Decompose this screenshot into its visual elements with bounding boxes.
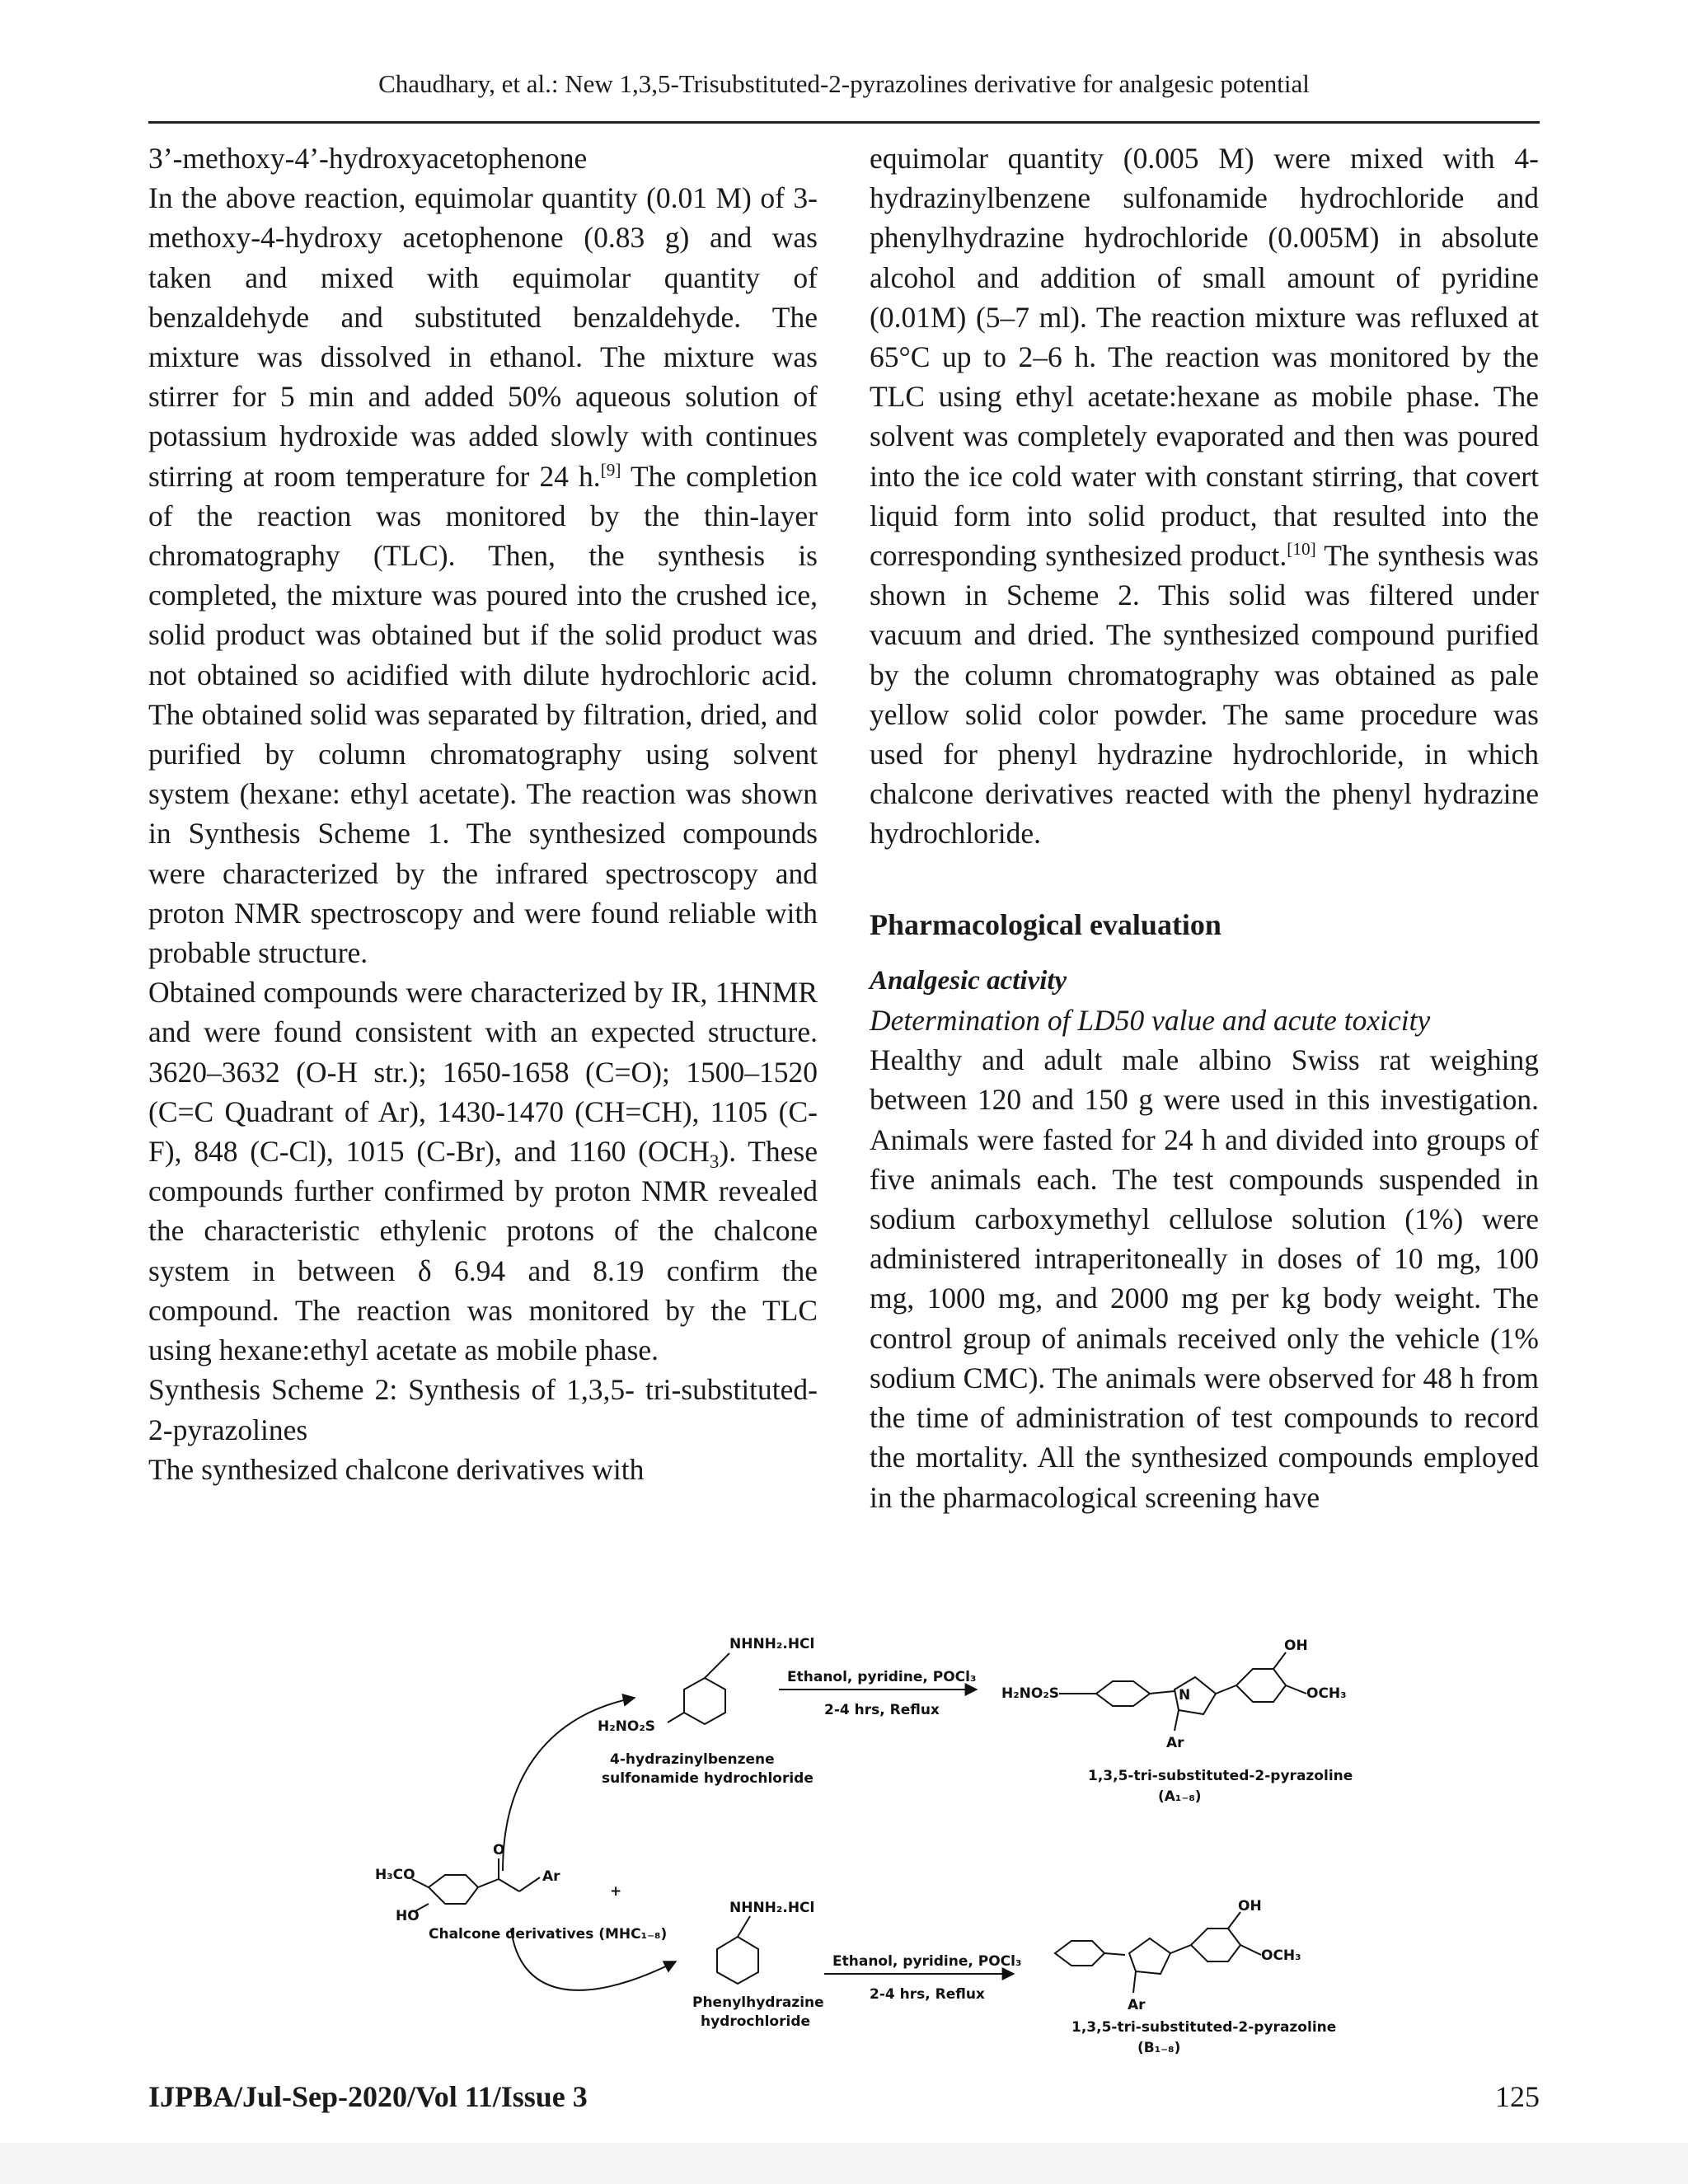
svg-text:H₃CO: H₃CO [375,1867,415,1883]
page-number: 125 [1495,2080,1540,2113]
svg-text:H₂NO₂S: H₂NO₂S [598,1718,656,1735]
svg-text:(B₁₋₈): (B₁₋₈) [1137,2040,1181,2056]
paragraph: Healthy and adult male albino Swiss rat weighing between 120 and 150 g were used in this investigation. Animals were fasted for 24 h and divided into groups of five animals each. The test compounds suspended in sodium carboxymethyl cellulose solution (1%) were administered intraperitoneally in doses of 10 mg, 100 mg, 1000 mg, and 2000 mg per kg body weight. The control group of animals received only the vehicle (1% sodium CMC). The animals were observed for 48 h from the time of administration of test compounds to record the mortality. All the synthesized compounds employed in the pharmacological screening have [870,1043,1539,1514]
svg-text:hydrochloride: hydrochloride [701,2013,811,2030]
benzene-ring [684,1678,725,1724]
scheme-caption: Synthesis Scheme 2: Synthesis of 1,3,5- tri-substituted-2-pyrazolines [148,1373,818,1446]
svg-text:Ethanol, pyridine, POCl₃: Ethanol, pyridine, POCl₃ [787,1669,977,1685]
running-header: Chaudhary, et al.: New 1,3,5-Trisubstituted-2-pyrazolines derivative for analgesic potential [378,69,1310,98]
journal-footer: IJPBA/Jul-Sep-2020/Vol 11/Issue 3 [148,2080,588,2113]
svg-text:N: N [1179,1687,1191,1704]
svg-text:1,3,5-tri-substituted-2-pyrazo: 1,3,5-tri-substituted-2-pyrazoline [1088,1768,1353,1784]
svg-text:OCH₃: OCH₃ [1261,1947,1301,1964]
page-bottom-band [0,2143,1688,2184]
header-rule [148,121,1540,124]
citation[interactable]: [9] [600,459,621,480]
benzene-ring [717,1937,758,1984]
benzene-ring [429,1875,478,1904]
paragraph: equimolar quantity (0.005 M) were mixed with 4-hydrazinylbenzene sulfonamide hydrochloride and phenylhydrazine hydrochloride (0.005M) in absolute alcohol and addition of small amount of pyridine (0.01M) (5–7 ml). The reaction mixture was refluxed at 65°C up to 2–6 h. The reaction was monitored by the TLC using ethyl acetate:hexane as mobile phase. The solvent was completely evaporated and then was poured into the ice cold water with constant stirring, that covert liquid form into solid product, that resulted into the corresponding synthesized product.[10] The synthesis was shown in Scheme 2. This solid was filtered under vacuum and dried. The synthesized compound purified by the column chromatography was obtained as pale yellow solid color powder. The same procedure was used for phenyl hydrazine hydrochloride, in which chalcone derivatives reacted with the phenyl hydrazine hydrochloride. [870,142,1539,851]
svg-text:(A₁₋₈): (A₁₋₈) [1158,1788,1202,1805]
svg-text:OH: OH [1284,1638,1308,1654]
svg-text:1,3,5-tri-substituted-2-pyrazo: 1,3,5-tri-substituted-2-pyrazoline [1071,2019,1337,2036]
benzene-ring [1096,1681,1150,1706]
svg-text:O: O [493,1842,505,1858]
pyrazoline-ring [1129,1938,1170,1974]
svg-text:OCH₃: OCH₃ [1306,1685,1347,1702]
svg-text:HO: HO [396,1908,420,1924]
svg-text:NHNH₂.HCl: NHNH₂.HCl [729,1900,815,1916]
svg-text:Chalcone derivatives (MHC₁₋₈): Chalcone derivatives (MHC₁₋₈) [429,1926,668,1943]
section-heading: Pharmacological evaluation [870,907,1221,941]
section-title: 3’-methoxy-4’-hydroxyacetophenone [148,142,588,175]
paragraph: Obtained compounds were characterized by IR, 1HNMR and were found consistent with an expected structure. 3620–3632 (O-H str.); 1650-1658 (C=O); 1500–1520 (C=C Quadrant of Ar), 1430-1470 (CH=CH), 1105 (C-F), 848 (C-Cl), 1015 (C-Br), and 1160 $(OCH_3)$. These compounds further confirmed by proton NMR revealed the characteristic ethylenic protons of the chalcone system in between δ 6.94 and 8.19 confirm the compound. The reaction was monitored by the TLC using hexane:ethyl acetate as mobile phase. [148,976,818,1367]
svg-text:sulfonamide hydrochloride: sulfonamide hydrochloride [602,1770,814,1787]
benzene-ring [1191,1929,1240,1961]
benzene-ring [1055,1941,1104,1966]
svg-text:+: + [610,1883,622,1900]
svg-text:Ar: Ar [1166,1735,1184,1751]
svg-text:4-hydrazinylbenzene: 4-hydrazinylbenzene [610,1751,775,1768]
svg-text:Ar: Ar [542,1868,560,1885]
svg-text:Ar: Ar [1128,1997,1146,2013]
subsection-heading: Analgesic activity [870,965,1067,996]
benzene-ring [1236,1669,1286,1702]
svg-text:NHNH₂.HCl: NHNH₂.HCl [729,1636,815,1652]
subsubsection-heading: Determination of LD50 value and acute toxicity [870,1004,1431,1038]
paragraph: The synthesized chalcone derivatives with [148,1452,645,1486]
left-column [148,138,818,1489]
svg-text:Phenylhydrazine: Phenylhydrazine [692,1994,824,2011]
svg-text:2-4 hrs, Reflux: 2-4 hrs, Reflux [824,1702,940,1718]
svg-text:H₂NO₂S: H₂NO₂S [1001,1685,1060,1702]
paragraph: In the above reaction, equimolar quantity (0.01 M) of 3-methoxy-4-hydroxy acetophenone (0.83 g) and was taken and mixed with equimolar quantity of benzaldehyde and substituted benzaldehyde. The mixture was dissolved in ethanol. The mixture was stirrer for 5 min and added 50% aqueous solution of potassium hydroxide was added slowly with continues stirring at room temperature for 24 h.[9] The completion of the reaction was monitored by the thin-layer chromatography (TLC). Then, the synthesis is completed, the mixture was poured into the crushed ice, solid product was obtained but if the solid product was not obtained so acidified with dilute hydrochloric acid. The obtained solid was separated by filtration, dried, and purified by column chromatography using solvent system (hexane: ethyl acetate). The reaction was shown in Synthesis Scheme 1. The synthesized compounds were characterized by the infrared spectroscopy and proton NMR spectroscopy and were found reliable with probable structure. [148,181,818,970]
svg-text:2-4 hrs, Reflux: 2-4 hrs, Reflux [870,1986,985,2003]
right-column [870,138,1539,1517]
svg-text:Ethanol, pyridine, POCl₃: Ethanol, pyridine, POCl₃ [832,1953,1022,1970]
synthesis-scheme [363,1615,1459,2056]
svg-text:OH: OH [1238,1898,1262,1915]
citation[interactable]: [10] [1287,539,1316,560]
scheme-diagram [363,1615,1459,2056]
